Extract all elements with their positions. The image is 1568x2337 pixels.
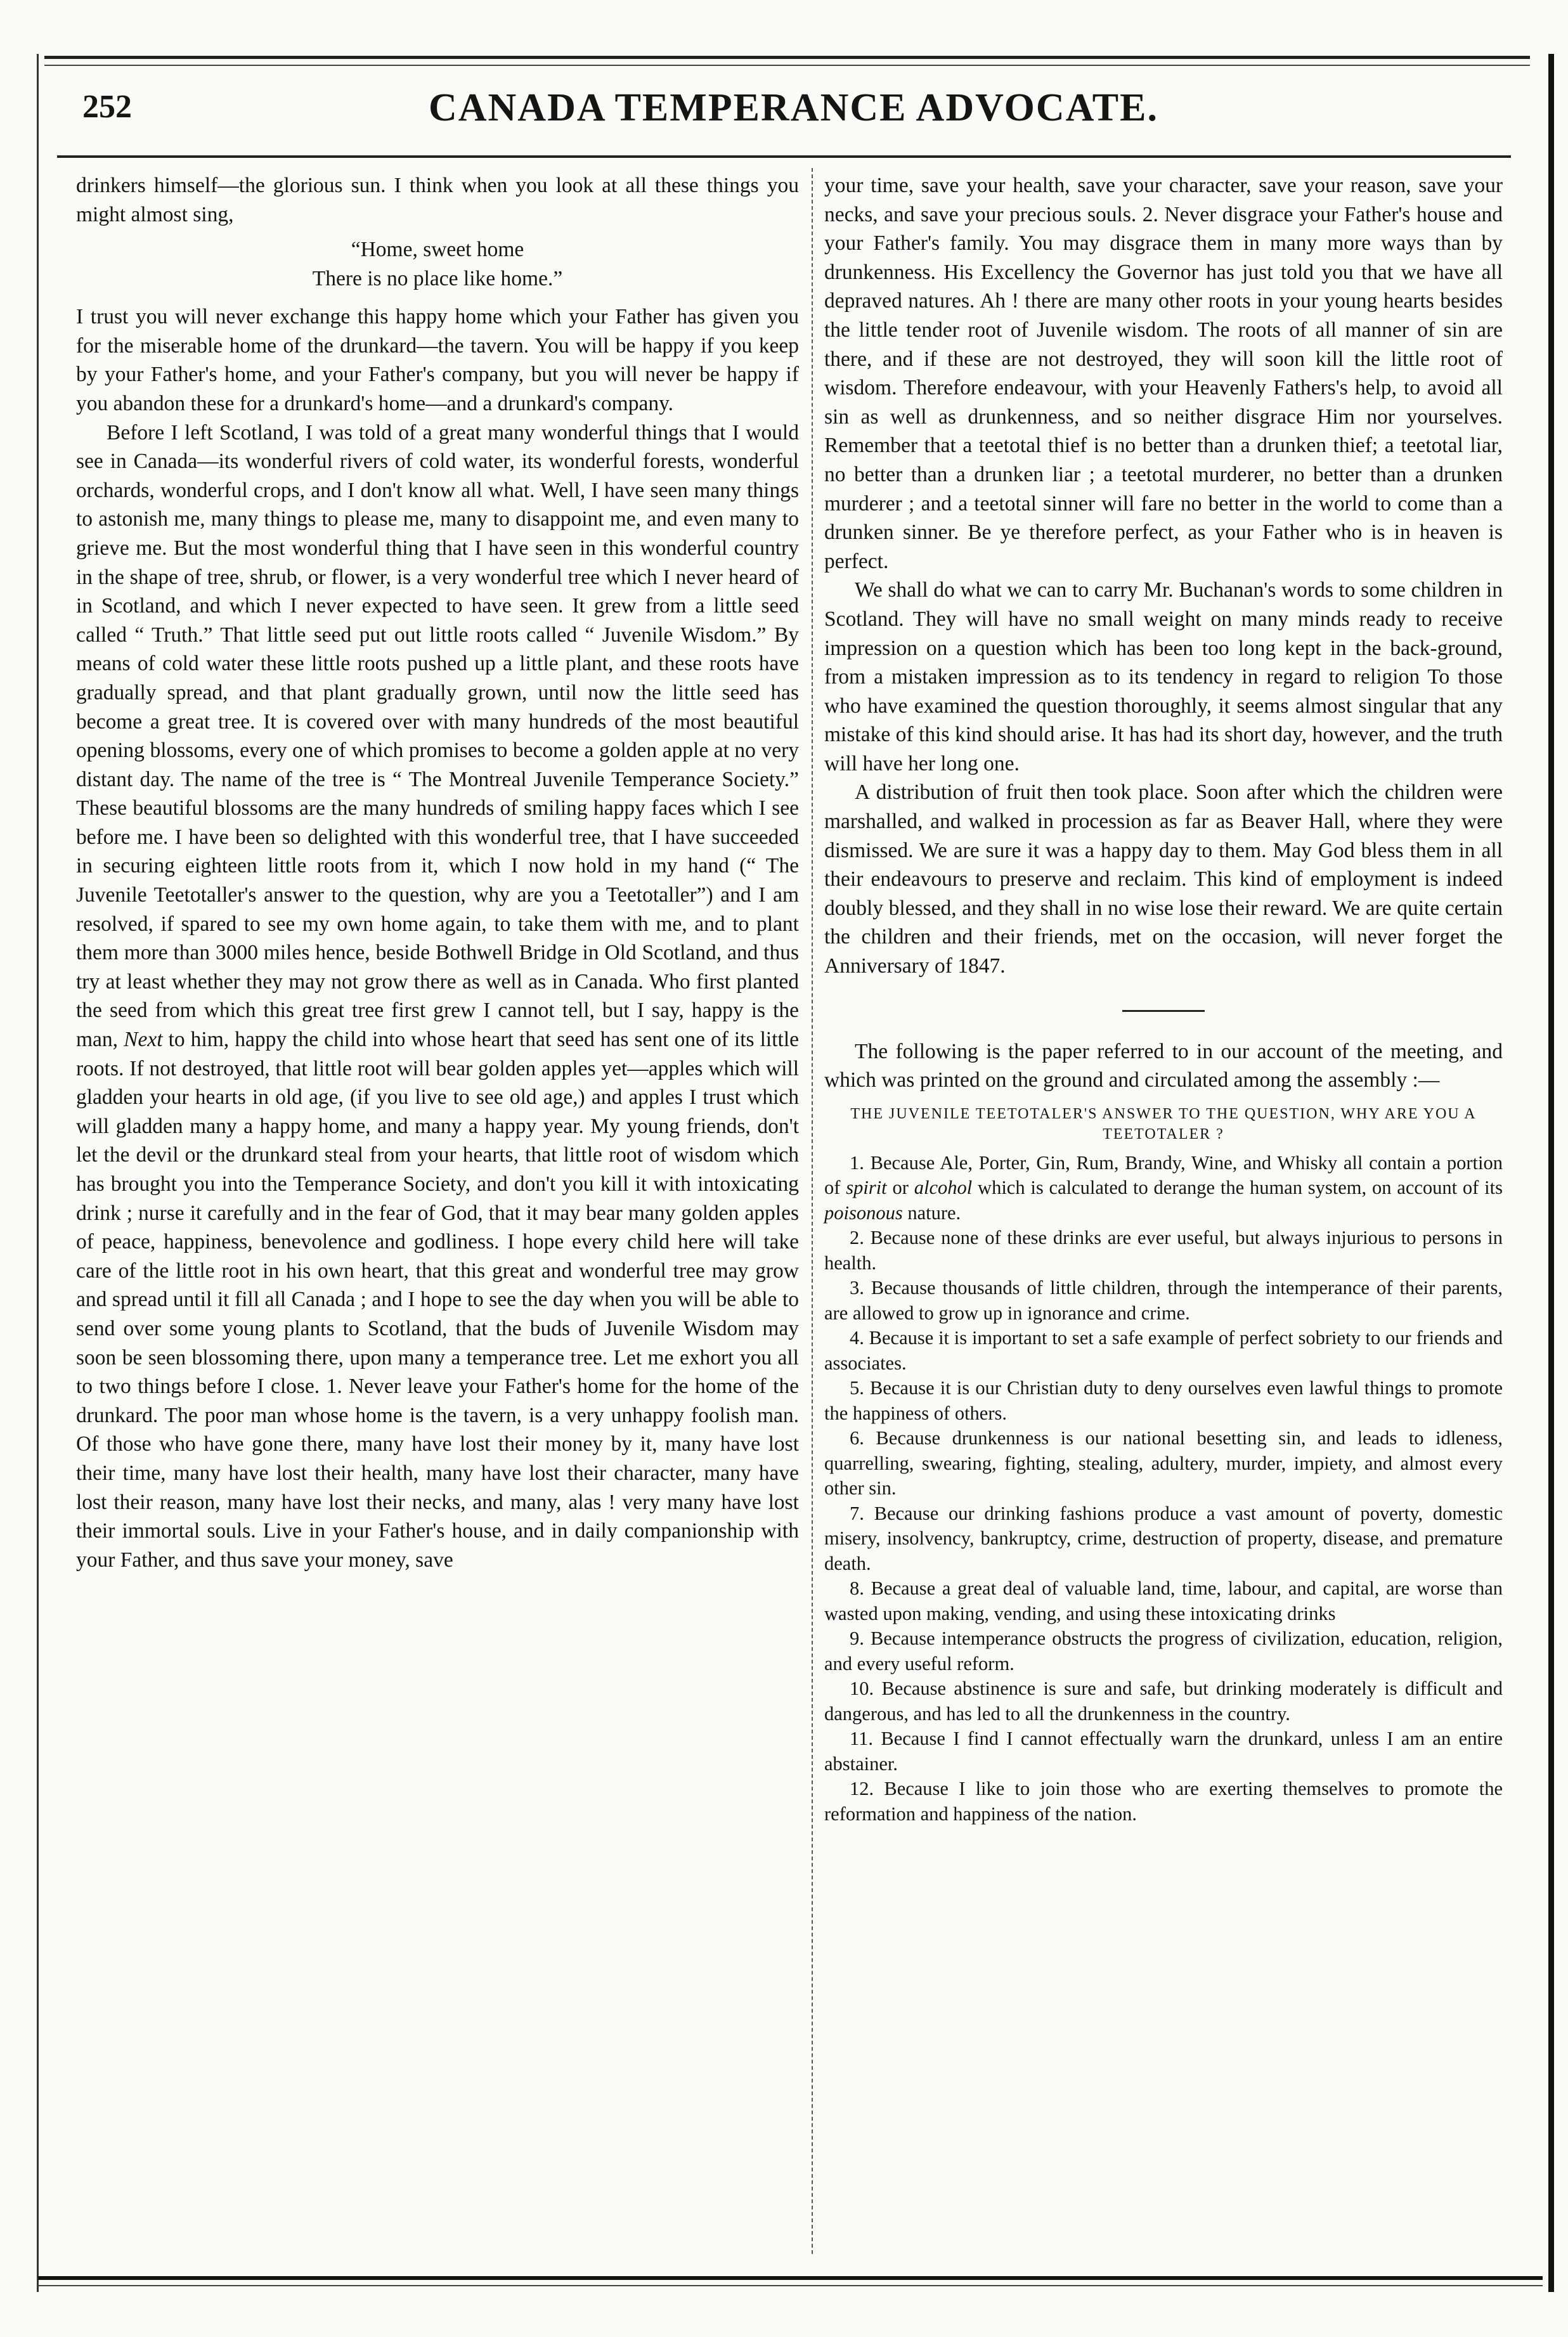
italic-word: alcohol (914, 1177, 973, 1199)
paragraph: A distribution of fruit then took place. Soon after which the children were marshalled, and walked in procession as far as Beaver Hall, where they were dismissed. We are sure it was a happy day to them. May God bless them in all their endeavours to preserve and reclaim. This kind of employment is indeed doubly blessed, and they shall in no wise lose their reward. We are quite certain the children and their friends, met on the occasion, will never forget the Anniversary of 1847. (824, 780, 1503, 978)
top-rule-thin (44, 65, 1530, 66)
right-border (1548, 54, 1554, 2292)
list-item: 9. Because intemperance obstructs the progress of civilization, education, religion, and every useful reform. (824, 1628, 1503, 1674)
list-item-text: or (886, 1177, 914, 1199)
paragraph: I trust you will never exchange this happy home which your Father has given you for the miserable home of the drunkard—the tavern. You will be happy if you keep by your Father's home, and your Father's company, but you will never be happy if you abandon these for a drunkard's home—and a drunkard's company. (76, 305, 799, 415)
verse-line: “Home, sweet home (351, 238, 524, 262)
paragraph: drinkers himself—the glorious sun. I think when you look at all these things you might almost sing, (76, 174, 799, 226)
list-item: 11. Because I find I cannot effectually warn the drunkard, unless I am an entire abstainer. (824, 1728, 1503, 1775)
paragraph-text: to him, happy the child into whose heart that seed has sent one of its little roots. If not destroyed, that little root will bear golden apples yet—apples which will gladden your hearts in old age, (if you live to see old age,) and apples I trust which will gladden many a happy home, and many a happy year. My young friends, don't let the devil or the drunkard steal from your hearts, that little root of wisdom which has brought you into the Temperance Society, and don't you kill it with intoxicating drink ; nurse it carefully and in the fear of God, that it may bear many golden apples of peace, happiness, benevolence and godliness. I hope every child here will take care of the little root in his own heart, that this great and wonderful tree may grow and spread until it fill all Canada ; and I hope to see the day when you will be able to send over some young plants to Scotland, that the buds of Juvenile Wisdom may soon be seen blossoming there, upon many a temperance tree. Let me exhort you all to two things before I close. 1. Never leave your Father's home for the home of the drunkard. The poor man whose home is the tavern, is a very unhappy foolish man. Of those who have gone there, many have lost their money by it, many have lost their time, many have lost their health, many have lost their character, many have lost their reason, many have lost their necks, and many, alas ! very many have lost their immortal souls. Live in your Father's house, and in daily companionship with your Father, and thus save your money, save (76, 1028, 800, 1572)
left-border (37, 54, 39, 2292)
paragraph: We shall do what we can to carry Mr. Buchanan's words to some children in Scotland. They will have no small weight on many minds ready to receive impression on a question which has been too long kept in the back-ground, from a mistaken impression as to its tendency in regard to religion To those who have examined the question thoroughly, it seems almost singular that any mistake of this kind should arise. It has had its short day, however, and the truth will have her long one. (824, 578, 1503, 775)
list-item: 12. Because I like to join those who are exerting themselves to promote the reformation and happiness of the nation. (824, 1778, 1503, 1825)
list-item (824, 1151, 1503, 1226)
italic-word: spirit (846, 1177, 887, 1199)
running-title: CANADA TEMPERANCE ADVOCATE. (428, 86, 1159, 129)
header-rule (57, 155, 1511, 158)
list-item-text: which is calculated to derange the human system, on account of its (972, 1177, 1503, 1199)
paragraph-text: Before I left Scotland, I was told of a great many wonderful things that I would see in Canada—its wonderful rivers of cold water, its wonderful forests, wonderful orchards, wonderful crops, and I don't know all what. Well, I have seen many things to astonish me, many things to please me, many to disappoint me, and even many to grieve me. But the most wonderful thing that I have seen in this wonderful country in the shape of tree, shrub, or flower, is a very wonderful tree which I never heard of in Scotland, and which I never expected to have seen. It grew from a little seed called “ Truth.” That little seed put out little roots called “ Juvenile Wisdom.” By means of cold water these little roots pushed up a little plant, and these roots have gradually spread, and that plant gradually grown, until now the little seed has become a great tree. It is covered over with many hundreds of the most beautiful opening blossoms, every one of which promises to become a golden apple at no very distant day. The name of the tree is “ The Montreal Juvenile Temperance Society.” These beautiful blossoms are the many hundreds of smiling happy faces which I see before me. I have been so delighted with this wonderful tree, that I have succeeded in securing eighteen little roots from it, which I now hold in my hand (“ The Juvenile Teetotaller's answer to the question, why are you a Teetotaller”) and I am resolved, if spared to see my own home again, to take them with me, and to plant them more than 3000 miles hence, beside Bothwell Bridge in Old Scotland, and thus try at least whether they may not grow there as well as in Canada. Who first planted the seed from which this great tree first grew I cannot tell, but I say, happy is the man, (76, 420, 799, 1052)
top-rule (44, 56, 1530, 59)
bottom-rule-thin (38, 2285, 1543, 2286)
section-separator (1122, 1010, 1205, 1012)
verse (76, 235, 799, 294)
column-divider (812, 168, 813, 2254)
list-item: 5. Because it is our Christian duty to deny ourselves even lawful things to promote the happiness of others. (824, 1377, 1503, 1424)
verse-line: There is no place like home.” (312, 267, 563, 291)
reasons-list (824, 1151, 1503, 1827)
paragraph: your time, save your health, save your character, save your reason, save your necks, and save your precious souls. 2. Never disgrace your Father's house and your Father's family. You may disgrace them in many more ways than by drunkenness. His Excellency the Governor has just told you that we have all depraved natures. Ah ! there are many other roots in your young hearts besides the little tender root of Juvenile wisdom. The roots of all manner of sin are there, and if these are not destroyed, they will soon kill the little root of wisdom. Therefore endeavour, with your Heavenly Fathers's help, to avoid all sin as well as drunkenness, and so neither disgrace Him nor yourselves. Remember that a teetotal thief is no better than a drunken thief; a teetotal liar, no better than a drunken liar ; a teetotal murderer, no better than a drunken murderer ; and a teetotal sinner will fare no better in the world to come than a drunken sinner. Be ye therefore perfect, as your Father who is in heaven is perfect. (824, 174, 1503, 573)
right-column (824, 171, 1503, 1827)
list-item-text: nature. (902, 1201, 961, 1224)
paragraph: The following is the paper referred to in our account of the meeting, and which was printed on the ground and circulated among the assembly :— (824, 1039, 1503, 1092)
list-item: 4. Because it is important to set a safe example of perfect sobriety to our friends and associates. (824, 1327, 1503, 1374)
list-item: 3. Because thousands of little children, through the intemperance of their parents, are allowed to grow up in ignorance and crime. (824, 1277, 1503, 1324)
bottom-rule (38, 2276, 1543, 2280)
list-item: 2. Because none of these drinks are ever useful, but always injurious to persons in health. (824, 1227, 1503, 1274)
page-number: 252 (82, 89, 132, 125)
list-item: 10. Because abstinence is sure and safe, but drinking moderately is difficult and dangerous, and has led to all the drunkenness in the country. (824, 1678, 1503, 1725)
list-item: 8. Because a great deal of valuable land, time, labour, and capital, are worse than wasted upon making, vending, and using these intoxicating drinks (824, 1577, 1503, 1624)
section-heading: THE JUVENILE TEETOTALER'S ANSWER TO THE QUESTION, WHY ARE YOU A TEETOTALER ? (850, 1105, 1477, 1143)
left-column (76, 171, 799, 1574)
italic-word: poisonous (824, 1201, 903, 1224)
paragraph (76, 418, 799, 1575)
italic-word: Next (124, 1028, 163, 1052)
page-header (76, 79, 1511, 149)
list-item-text: 1. Because Ale, Porter, Gin, Rum, Brandy, Wine, and Whisky all contain a portion of (824, 1151, 1503, 1199)
list-item: 7. Because our drinking fashions produce a vast amount of poverty, domestic misery, insolvency, bankruptcy, crime, destruction of property, disease, and premature death. (824, 1502, 1503, 1574)
list-item: 6. Because drunkenness is our national besetting sin, and leads to idleness, quarrelling, swearing, fighting, stealing, adultery, murder, impiety, and almost every other sin. (824, 1427, 1503, 1499)
